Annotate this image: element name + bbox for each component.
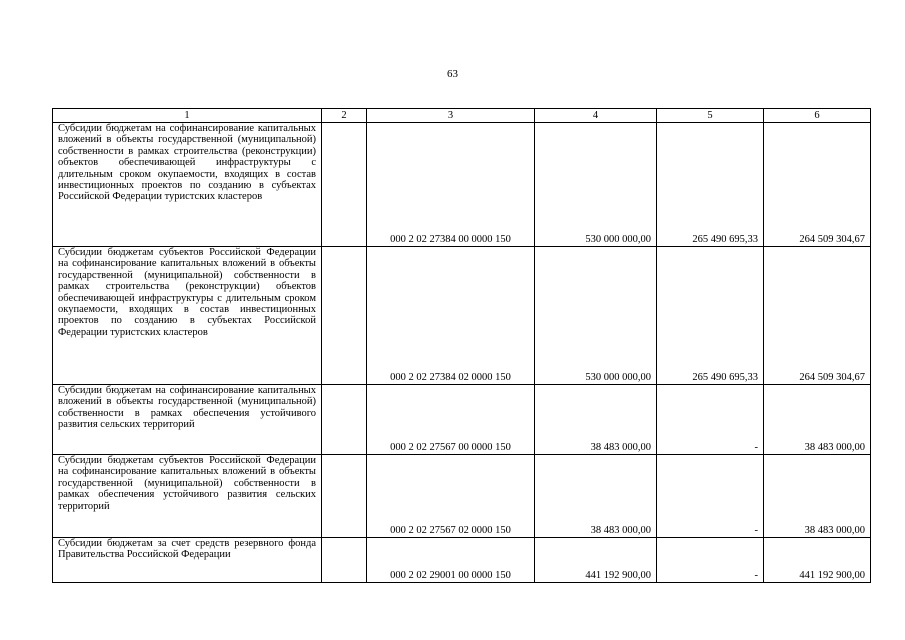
row-col2	[322, 455, 367, 538]
header-col-5: 5	[657, 109, 764, 123]
row-col6: 441 192 900,00	[764, 538, 871, 583]
row-col4: 38 483 000,00	[535, 455, 657, 538]
header-col-1: 1	[53, 109, 322, 123]
row-description: Субсидии бюджетам субъектов Российской Федерации на софинансирование капитальных вложений в объекты государственной (муниципальной) собственности в рамках обеспечения устойчивого развития сельских территорий	[53, 455, 322, 538]
row-col2	[322, 123, 367, 247]
budget-table	[52, 108, 871, 583]
row-description: Субсидии бюджетам на софинансирование капитальных вложений в объекты государственной (муниципальной) собственности в рамках строительства (реконструкции) объектов обеспечивающей инфраструктуры с длительным сроком окупаемости, входящих в состав инвестиционных проектов по созданию в субъектах Российской Федерации туристских кластеров	[53, 123, 322, 247]
row-description: Субсидии бюджетам субъектов Российской Федерации на софинансирование капитальных вложений в объекты государственной (муниципальной) собственности в рамках строительства (реконструкции) объектов обеспечивающей инфраструктуры с длительным сроком окупаемости, входящих в состав инвестиционных проектов по созданию в субъектах Российской Федерации туристских кластеров	[53, 247, 322, 385]
row-code: 000 2 02 27384 00 0000 150	[367, 123, 535, 247]
row-col2	[322, 385, 367, 455]
row-description: Субсидии бюджетам за счет средств резервного фонда Правительства Российской Федерации	[53, 538, 322, 583]
row-col5: 265 490 695,33	[657, 247, 764, 385]
row-code: 000 2 02 27567 00 0000 150	[367, 385, 535, 455]
table-row	[53, 538, 871, 583]
row-col6: 38 483 000,00	[764, 385, 871, 455]
row-col6: 264 509 304,67	[764, 247, 871, 385]
page-number: 63	[447, 68, 458, 80]
row-col6: 264 509 304,67	[764, 123, 871, 247]
header-col-6: 6	[764, 109, 871, 123]
row-col2	[322, 247, 367, 385]
header-col-3: 3	[367, 109, 535, 123]
row-col4: 38 483 000,00	[535, 385, 657, 455]
row-col5: -	[657, 455, 764, 538]
row-col2	[322, 538, 367, 583]
header-row	[53, 109, 871, 123]
row-code: 000 2 02 29001 00 0000 150	[367, 538, 535, 583]
row-description: Субсидии бюджетам на софинансирование капитальных вложений в объекты государственной (муниципальной) собственности в рамках обеспечения устойчивого развития сельских территорий	[53, 385, 322, 455]
row-col4: 530 000 000,00	[535, 247, 657, 385]
table-row	[53, 385, 871, 455]
row-col5: -	[657, 538, 764, 583]
table-row	[53, 123, 871, 247]
table-row	[53, 247, 871, 385]
row-code: 000 2 02 27567 02 0000 150	[367, 455, 535, 538]
header-col-4: 4	[535, 109, 657, 123]
table-row	[53, 455, 871, 538]
row-col4: 441 192 900,00	[535, 538, 657, 583]
row-col5: -	[657, 385, 764, 455]
row-col4: 530 000 000,00	[535, 123, 657, 247]
row-code: 000 2 02 27384 02 0000 150	[367, 247, 535, 385]
header-col-2: 2	[322, 109, 367, 123]
row-col6: 38 483 000,00	[764, 455, 871, 538]
row-col5: 265 490 695,33	[657, 123, 764, 247]
